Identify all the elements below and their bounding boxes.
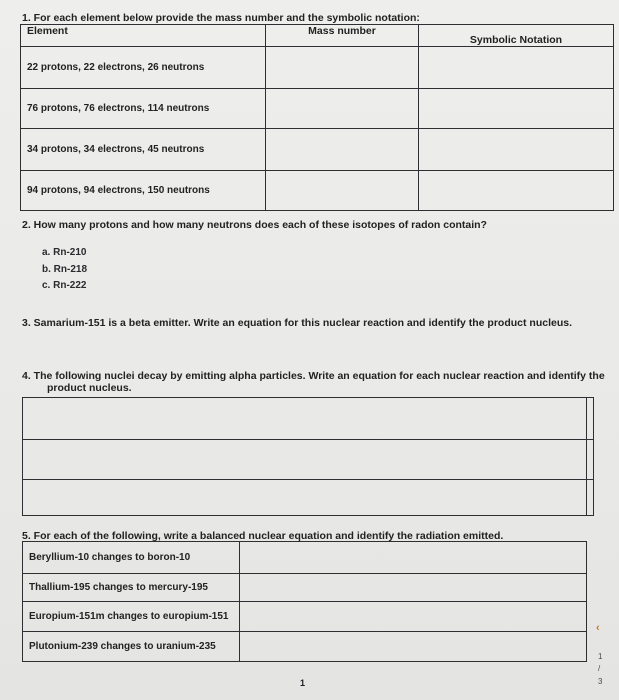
q5-answer-cell[interactable] <box>240 632 587 662</box>
q1-element-cell: 94 protons, 94 electrons, 150 neutrons <box>21 171 266 211</box>
side-nav-divider: / <box>598 664 601 673</box>
q5-reaction-cell: Beryllium-10 changes to boron-10 <box>23 542 240 574</box>
table-row <box>21 47 614 89</box>
q4-margin-cell <box>587 440 594 480</box>
table-row <box>21 171 614 211</box>
q4-answer-cell[interactable] <box>23 480 587 516</box>
q1-symbol-answer-cell[interactable] <box>419 89 614 129</box>
q2-item-a: a. Rn-210 <box>42 247 87 258</box>
q5-table <box>22 541 587 662</box>
chevron-left-icon[interactable]: ‹ <box>596 622 600 634</box>
q5-answer-cell[interactable] <box>240 602 587 632</box>
q1-header-row <box>21 25 614 47</box>
q1-mass-answer-cell[interactable] <box>266 129 419 171</box>
q4-prompt-line2: product nucleus. <box>47 382 132 394</box>
q2-prompt: 2. How many protons and how many neutrons does each of these isotopes of radon contain? <box>22 219 487 231</box>
q1-prompt: 1. For each element below provide the mass number and the symbolic notation: <box>22 12 420 24</box>
q2-item-c: c. Rn-222 <box>42 280 87 291</box>
table-row <box>23 398 594 440</box>
q5-reaction-cell: Plutonium-239 changes to uranium-235 <box>23 632 240 662</box>
table-row <box>21 89 614 129</box>
q5-prompt: 5. For each of the following, write a balanced nuclear equation and identify the radiation emitted. <box>22 530 504 542</box>
table-row <box>21 129 614 171</box>
q1-symbol-answer-cell[interactable] <box>419 47 614 89</box>
table-row <box>23 632 587 662</box>
q4-margin-cell <box>587 398 594 440</box>
q1-mass-answer-cell[interactable] <box>266 89 419 129</box>
q1-table <box>20 24 614 211</box>
q3-prompt: 3. Samarium-151 is a beta emitter. Write an equation for this nuclear reaction and identify the product nucleus. <box>22 317 573 329</box>
q5-answer-cell[interactable] <box>240 542 587 574</box>
page-number: 1 <box>300 678 306 688</box>
q1-symbol-answer-cell[interactable] <box>419 129 614 171</box>
q1-header-element: Element <box>21 25 266 47</box>
q5-answer-cell[interactable] <box>240 574 587 602</box>
q2-item-b: b. Rn-218 <box>42 264 88 275</box>
q1-symbol-answer-cell[interactable] <box>419 171 614 211</box>
side-nav-total: 3 <box>598 677 603 686</box>
q1-header-symbolic-notation: Symbolic Notation <box>419 25 614 47</box>
q1-mass-answer-cell[interactable] <box>266 47 419 89</box>
q1-header-mass-number: Mass number <box>266 25 419 47</box>
table-row <box>23 574 587 602</box>
table-row <box>23 480 594 516</box>
q4-answer-cell[interactable] <box>23 440 587 480</box>
q1-element-cell: 76 protons, 76 electrons, 114 neutrons <box>21 89 266 129</box>
q4-answer-table <box>22 397 594 516</box>
side-nav-current: 1 <box>598 652 603 661</box>
q4-answer-cell[interactable] <box>23 398 587 440</box>
q4-prompt-line1: 4. The following nuclei decay by emitting alpha particles. Write an equation for each nuclear reaction and identify the <box>22 370 605 382</box>
q1-element-cell: 22 protons, 22 electrons, 26 neutrons <box>21 47 266 89</box>
table-row <box>23 440 594 480</box>
table-row <box>23 542 587 574</box>
table-row <box>23 602 587 632</box>
q5-reaction-cell: Thallium-195 changes to mercury-195 <box>23 574 240 602</box>
q1-mass-answer-cell[interactable] <box>266 171 419 211</box>
q5-reaction-cell: Europium-151m changes to europium-151 <box>23 602 240 632</box>
q4-margin-cell <box>587 480 594 516</box>
q1-element-cell: 34 protons, 34 electrons, 45 neutrons <box>21 129 266 171</box>
